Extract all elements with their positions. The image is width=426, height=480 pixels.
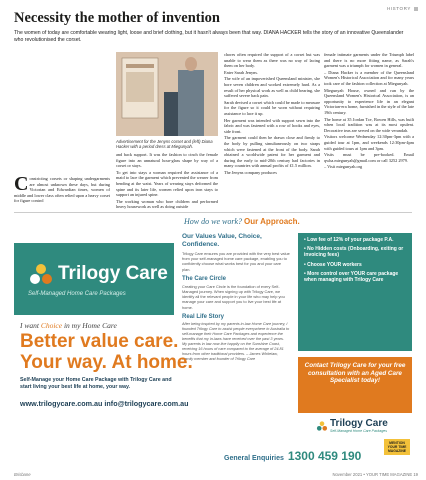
column-3-para-2: Enter Sarah Jenyns. (224, 69, 259, 75)
ad-tagline: I want Choice in my Home Care (20, 321, 117, 330)
bullet-1: • Low fee of 12% of your package P.A. (304, 237, 394, 243)
footer-issue: November 2021 • YOUR TIME MAGAZINE 19 (332, 472, 418, 477)
column-2-para-3: The working woman who bore children and performed heavy housework as well as doing outside (116, 198, 218, 210)
standfirst: The women of today are comfortable wearing light, loose and brief clothing, but it hasn't always been that way. DIANA HACKER tells the story of an innovative Queenslander who revolutionised the corset. (14, 30, 404, 43)
values-text: Trilogy Care ensures you are provided with the very best value from your self-managed home care package, enabling you to confidently choose what works best for you and your care plan. (182, 251, 290, 272)
column-3-para-5: Her garment was intended with support sewn into the fabric and was fastened with a row of hooks and eyes, side front. (224, 117, 320, 134)
story-text: After being inspired by my parents in-law Home Care journey, I founded Trilogy Care to assist people everywhere in Australia to self-manage their Home Care Packages and experience the benefits that my in-laws have received over the past 3 years. My parents in law now live happily on the Sunshine Coast, receiving 16 hours of care compared to the average of 24.81 hours from other traditional providers. – James Whitelaw, Family member and founder of Trilogy Care (182, 321, 290, 361)
column-3-para-6: The garment could then be drawn close and firmly to the body by pulling simultaneously on two straps which were fastened at the front of the body. Sarah obtained a worldwide patent for her garment and during the early to mid-20th century had factories in many countries with annual profits of £1.5 million. (224, 135, 320, 169)
ad-big-slogan: Better value care. Your way. At home. (20, 331, 193, 373)
ad-brand-sub: Self-Managed Home Care Packages (28, 291, 126, 297)
ad-headline: How do we work? Our Approach. (184, 217, 300, 226)
trilogy-care-advert (14, 212, 412, 468)
column-2 (116, 152, 218, 210)
enquiries-line: General Enquiries 1300 459 190 (224, 449, 362, 463)
ad-brand-banner (14, 243, 174, 315)
story-title: Real Life Story (182, 313, 225, 320)
column-4-bio: – Diana Hacker is a member of the Queensland Women's Historical Association and for many years took care of the fashion collection at Miegunyah. (324, 69, 414, 86)
ad-subtext: Self-Manage your Home Care Package with Trilogy Care and start living your best life at home, your way. (20, 377, 172, 390)
care-circle-title: The Care Circle (182, 275, 227, 282)
trilogy-logo-small-icon (316, 420, 328, 432)
ad-url[interactable]: www.trilogycare.com.au info@trilogycare.com.au (20, 399, 189, 408)
article-headline: Necessity the mother of invention (14, 10, 220, 26)
section-label: HISTORY (387, 6, 418, 11)
ad-approach (182, 233, 290, 362)
column-3-para-3: The wife of an impoverished Queensland minister, she bore seven children and worked extremely hard. As a result of her physical work as well as child bearing, she suffered severe back pain. (224, 76, 320, 99)
ad-bullets (298, 233, 412, 351)
column-3-para-4: Sarah devised a corset which could be made to measure for the figure so it could be worn without requiring assistance to lace it up. (224, 99, 320, 116)
column-4-link: – Visit miegunyah.org (324, 164, 363, 170)
column-3-para-1: chores often required the support of a corset but was unable to wear them as there was no way of lacing them on her body. (224, 52, 320, 69)
column-2-para-1: and back support. It was the fashion to cinch the female figure into an unnatural hour-glass shape by way of a corset or stays. (116, 152, 218, 169)
bullet-3: • Choose YOUR workers (304, 261, 362, 268)
mention-badge: MENTION YOUR TIME MAGAZINE (384, 439, 410, 455)
column-4-para-6: Visits must be pre-booked. Email qwha.miegunyah@gmail.com or call 3252 2979. (324, 152, 414, 163)
ad-brand-footer: Trilogy Care Self-Managed Home Care Packages (316, 419, 388, 433)
column-2-para-2: To get into stays a woman required the assistance of a maid to lace the garment which prevented the wearer from bending at the waist. Years of wearing stays deformed the spine and its later life, women relied upon iron stays to support an injured spine. (116, 169, 218, 198)
column-3 (224, 52, 320, 210)
article-photo (116, 52, 218, 136)
column-4-para-4: The home at 35 Jordan Tce, Bowen Hills, was built when local tradition was at its most opulent. Decorative teas are served on the wide verandah. (324, 116, 414, 133)
column-1 (14, 176, 110, 210)
column-3-para-7: The Jenyns company produces (224, 169, 277, 175)
column-4-para-1: female intimate garments under the Triumph label and there is no more fitting name, as Sarah's garment was a triumph for women in general. (324, 52, 414, 69)
trilogy-logo-icon (28, 261, 54, 287)
column-4-para-3: Miegunyah House, owned and run by the Queensland Women's Historical Association, is an opportunity to experience life in an elegant Victorian-era home, furnished in the style of the late 19th century. (324, 87, 414, 115)
drop-cap: C (14, 176, 29, 195)
care-circle-text: Creating your Care Circle is the foundation of every Self-Managed journey. When signing up with Trilogy Care, we identify all the relevant people in your life who may help you manage your care and support you to live your best life at home. (182, 283, 285, 310)
phone-number[interactable]: 1300 459 190 (287, 449, 362, 463)
ad-callout: Contact Trilogy Care for your free consultation with an Aged Care Specialist today! (298, 357, 412, 413)
values-title: Our Values Value, Choice, Confidence. (182, 233, 262, 248)
bullet-2: • No Hidden costs (Onboarding, exiting or invoicing fees) (304, 246, 404, 259)
footer-location: Brisbane (14, 472, 31, 477)
column-4-para-5: Visitors welcome Wednesday 12:30pm-3pm with a guided tour at 1pm, and weekends 12:30pm-4pm with guided tours at 1pm and 3pm. (324, 134, 414, 151)
ad-brand-name: Trilogy Care (58, 263, 168, 284)
column-4 (324, 52, 414, 210)
column-1-text: onstricting corsets or shaping undergarments are almost unknown these days, but during Victorian and Edwardian times, women of middle and lower class often relied upon a heavy corset for figure control (14, 176, 110, 204)
bullet-4: • More control over YOUR care package when managing with Trilogy Care (304, 270, 399, 284)
photo-caption: Advertisement for the Jenyns corset and (left) Diana Hacker with a period dress at Miegunyah. (116, 139, 213, 150)
ad-logo (28, 261, 168, 287)
